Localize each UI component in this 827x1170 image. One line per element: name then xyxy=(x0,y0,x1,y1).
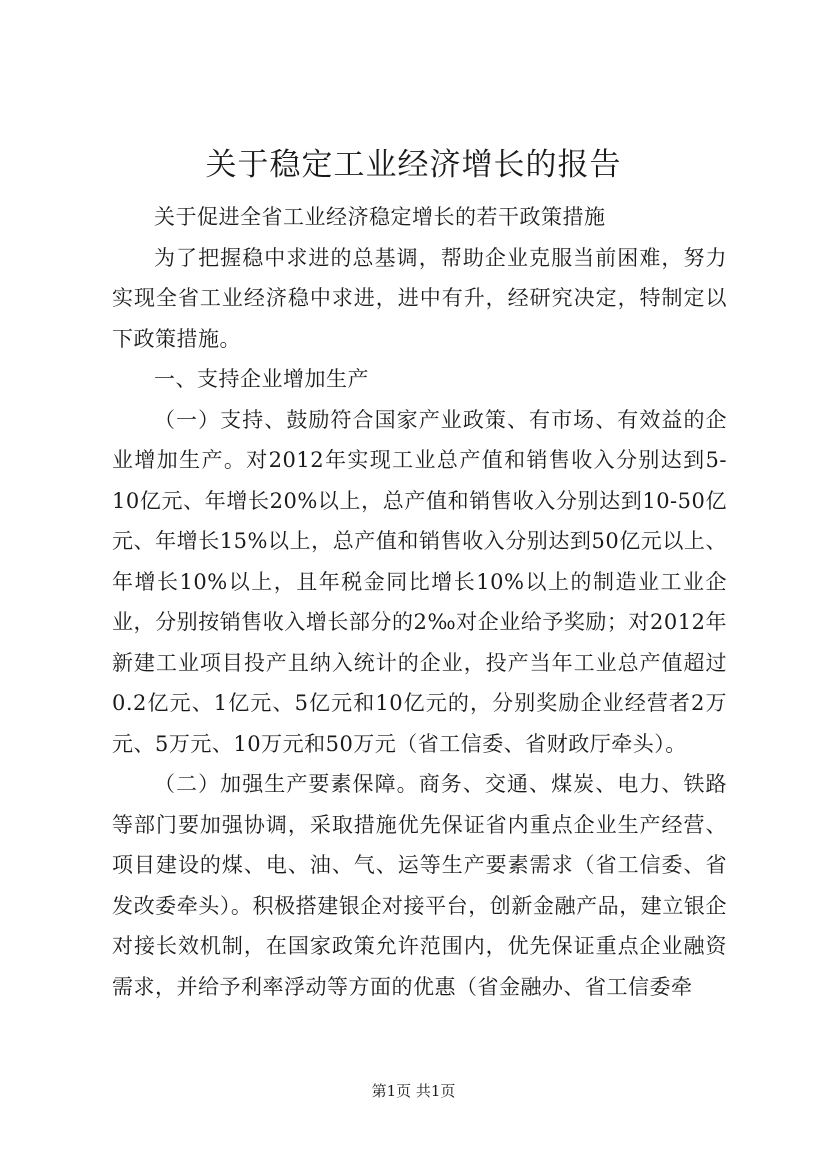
document-subtitle: 关于促进全省工业经济稳定增长的若干政策措施 xyxy=(154,205,606,229)
section-heading: 一、支持企业增加生产 xyxy=(154,367,369,391)
paragraph-item-1: （一）支持、鼓励符合国家产业政策、有市场、有效益的企业增加生产。对2012年实现工业总产值和销售收入分别达到5-10亿元、年增长20%以上，总产值和销售收入分别达到10-50亿元、年增长15%以上，总产值和销售收入分别达到50亿元以上、年增长10%以上，且年税金同比增长10%以上的制造业工业企业，分别按销售收入增长部分的2‰对企业给予奖励；对2012年新建工业项目投产且纳入统计的企业，投产当年工业总产值超过0.2亿元、1亿元、5亿元和10亿元的，分别奖励企业经营者2万元、5万元、10万元和50万元（省工信委、省财政厅牵头）。 xyxy=(112,407,727,756)
document-body xyxy=(112,197,727,1007)
page-number: 第1页 共1页 xyxy=(371,1082,456,1100)
paragraph-intro: 为了把握稳中求进的总基调，帮助企业克服当前困难，努力实现全省工业经济稳中求进，进中有升，经研究决定，特制定以下政策措施。 xyxy=(112,245,727,351)
document-title: 关于稳定工业经济增长的报告 xyxy=(205,147,622,183)
paragraph-item-2: （二）加强生产要素保障。商务、交通、煤炭、电力、铁路等部门要加强协调，采取措施优先保证省内重点企业生产经营、项目建设的煤、电、油、气、运等生产要素需求（省工信委、省发改委牵头）。积极搭建银企对接平台，创新金融产品，建立银企对接长效机制，在国家政策允许范围内，优先保证重点企业融资需求，并给予利率浮动等方面的优惠（省金融办、省工信委牵 xyxy=(112,772,727,999)
